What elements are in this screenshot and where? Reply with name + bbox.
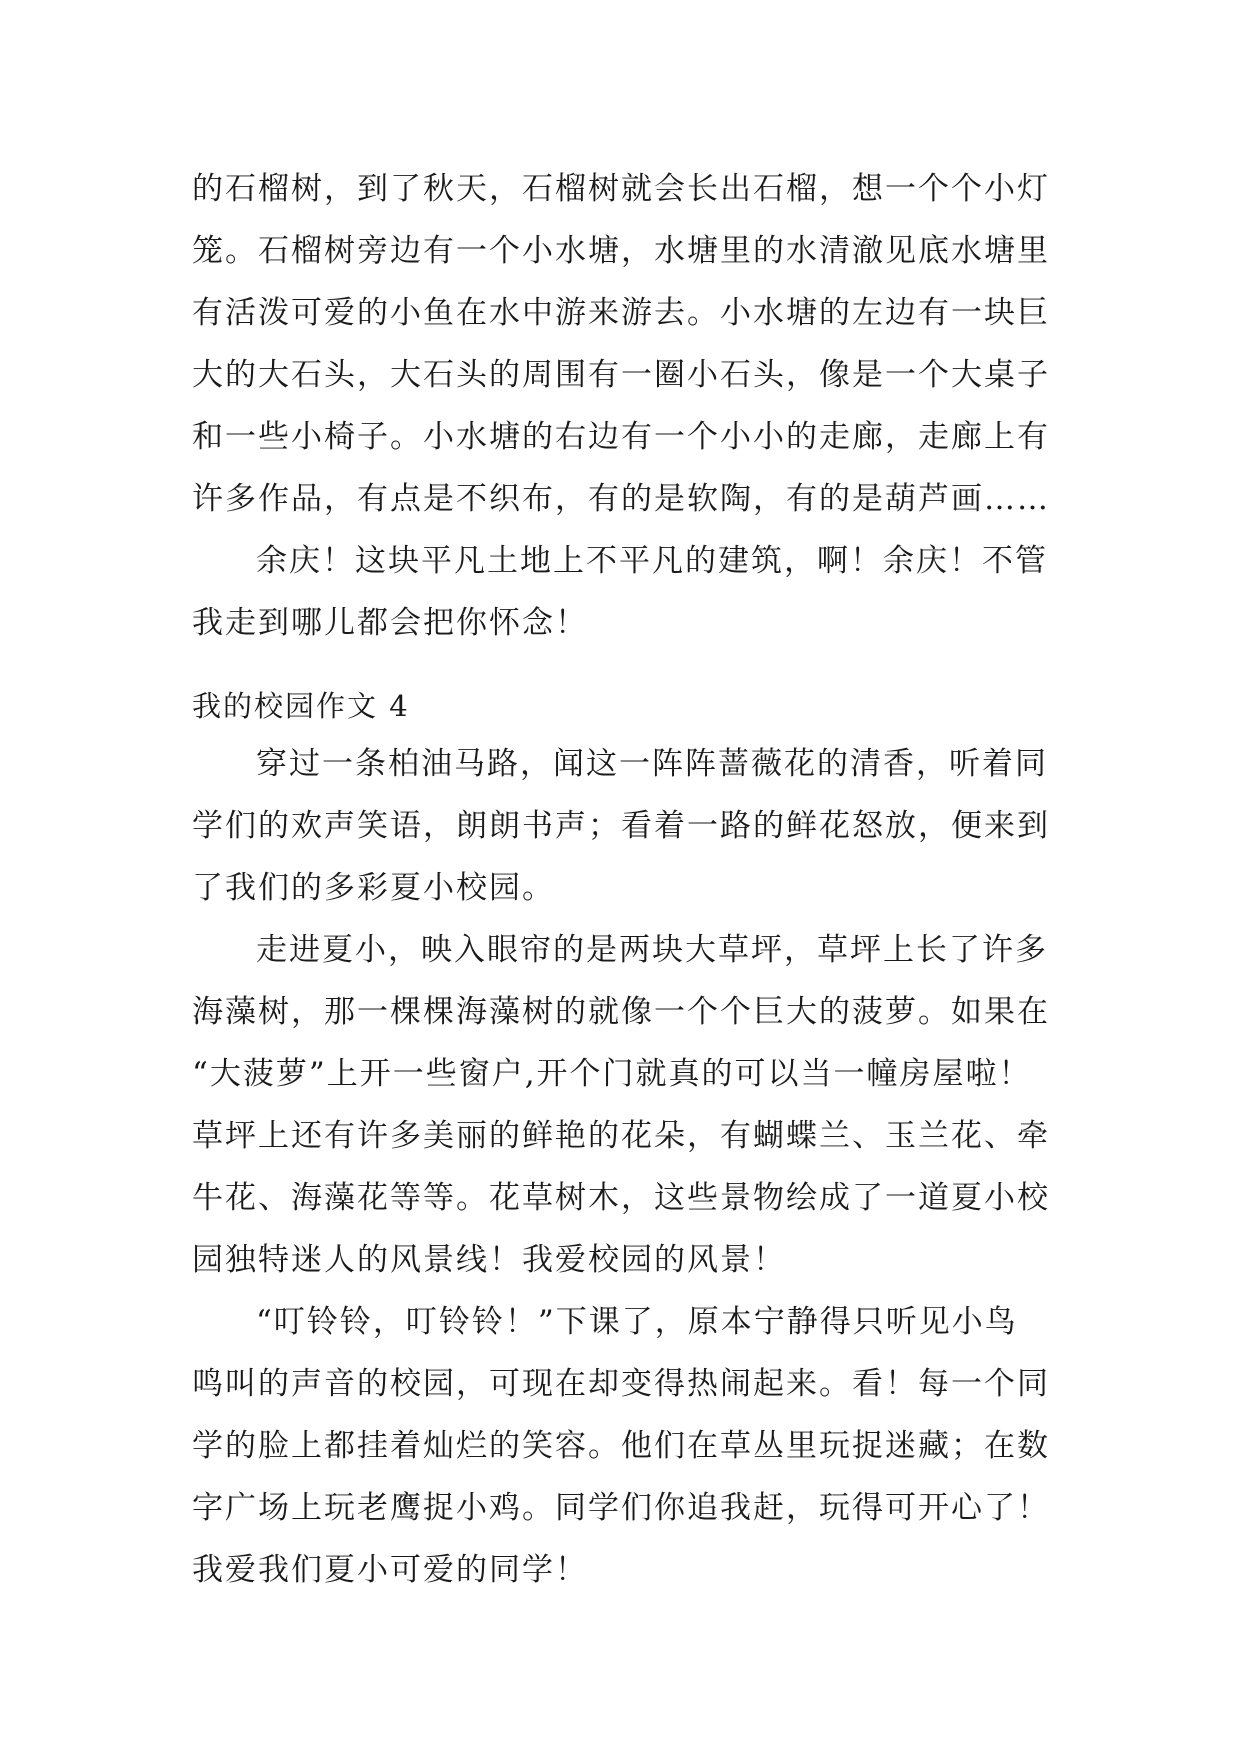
- paragraph-line: 海藻树，那一棵棵海藻树的就像一个个巨大的菠萝。如果在: [192, 994, 1050, 1030]
- paragraph-line: 有活泼可爱的小鱼在水中游来游去。小水塘的左边有一块巨: [192, 295, 1050, 331]
- paragraph-line: 走进夏小，映入眼帘的是两块大草坪，草坪上长了许多: [256, 932, 1048, 968]
- paragraph-line: 学们的欢声笑语，朗朗书声；看着一路的鲜花怒放，便来到: [192, 808, 1050, 844]
- paragraph-line: “叮铃铃，叮铃铃！”下课了，原本宁静得只听见小鸟: [256, 1304, 1018, 1340]
- paragraph-line: 学的脸上都挂着灿烂的笑容。他们在草丛里玩捉迷藏；在数: [192, 1428, 1050, 1464]
- paragraph-line: 草坪上还有许多美丽的鲜艳的花朵，有蝴蝶兰、玉兰花、牵: [192, 1118, 1050, 1154]
- paragraph-line: 牛花、海藻花等等。花草树木，这些景物绘成了一道夏小校: [192, 1180, 1050, 1216]
- paragraph-line: 园独特迷人的风景线！我爱校园的风景！: [192, 1242, 786, 1278]
- paragraph-line: 许多作品，有点是不织布，有的是软陶，有的是葫芦画……: [192, 481, 1050, 517]
- essay-body: [192, 733, 1072, 1601]
- paragraph-line: 字广场上玩老鹰捉小鸡。同学们你追我赶，玩得可开心了！: [192, 1490, 1050, 1526]
- previous-essay-body: [192, 158, 1072, 654]
- paragraph-line: 穿过一条柏油马路，闻这一阵阵蔷薇花的清香，听着同: [256, 746, 1048, 782]
- paragraph-line: 了我们的多彩夏小校园。: [192, 870, 555, 906]
- paragraph-line: 大的大石头，大石头的周围有一圈小石头，像是一个大桌子: [192, 357, 1050, 393]
- essay-title: 我的校园作文 4: [192, 689, 410, 723]
- paragraph-line: 和一些小椅子。小水塘的右边有一个小小的走廊，走廊上有: [192, 419, 1050, 455]
- paragraph-line: 我走到哪儿都会把你怀念！: [192, 605, 588, 641]
- paragraph-line: 我爱我们夏小可爱的同学！: [192, 1552, 588, 1588]
- paragraph-line: 笼。石榴树旁边有一个小水塘，水塘里的水清澈见底水塘里: [192, 233, 1050, 269]
- paragraph-line: 的石榴树，到了秋天，石榴树就会长出石榴，想一个个小灯: [192, 171, 1050, 207]
- paragraph-line: “大菠萝”上开一些窗户,开个门就真的可以当一幢房屋啦！: [192, 1056, 1032, 1092]
- paragraph-line: 余庆！这块平凡土地上不平凡的建筑，啊！余庆！不管: [256, 543, 1048, 579]
- paragraph-line: 鸣叫的声音的校园，可现在却变得热闹起来。看！每一个同: [192, 1366, 1050, 1402]
